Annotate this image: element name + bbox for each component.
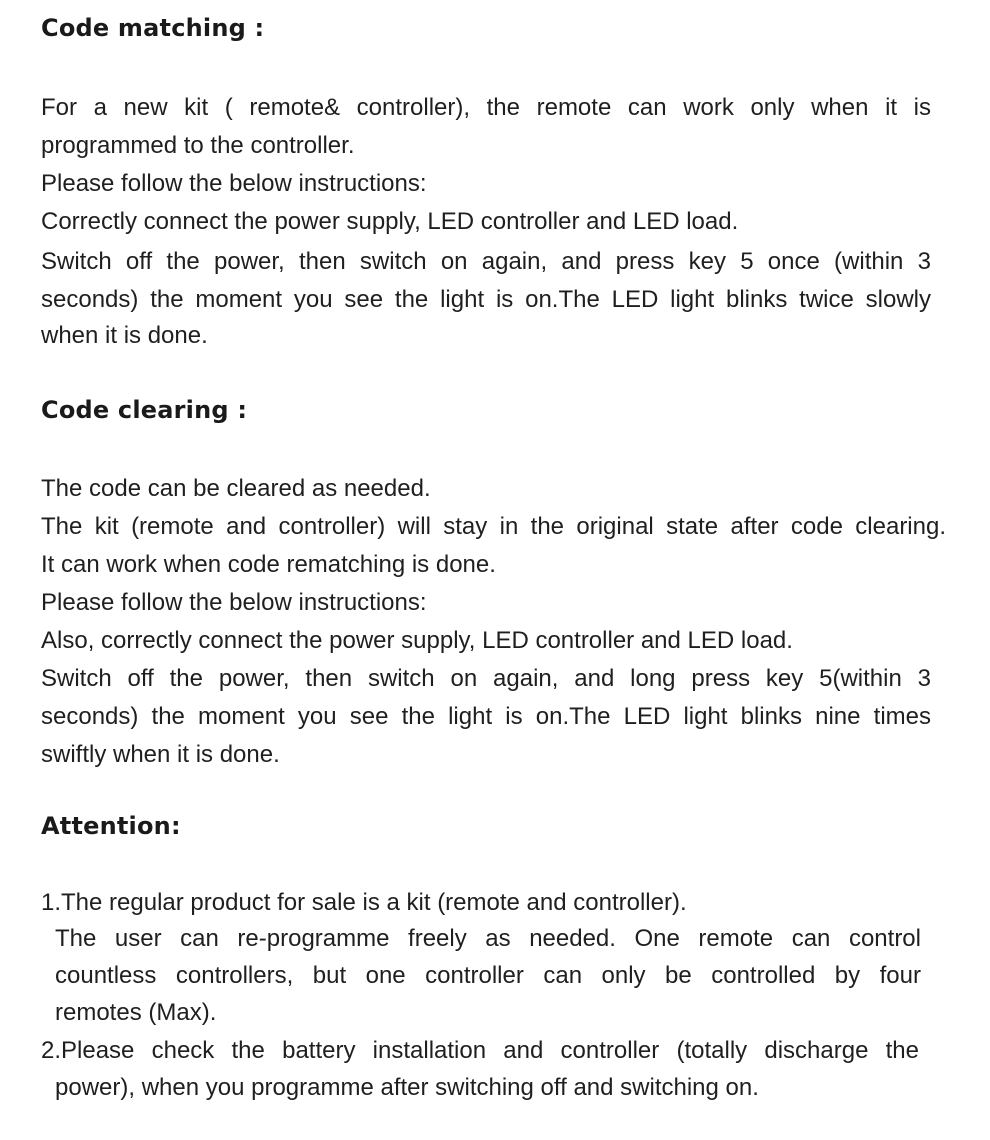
attention-line-2: The user can re-programme freely as needed. One remote can control: [55, 925, 921, 952]
clearing-line-1: The code can be cleared as needed.: [41, 475, 431, 502]
attention-line-6: power), when you programme after switching off and switching on.: [55, 1074, 759, 1101]
clearing-line-7: seconds) the moment you see the light is on.The LED light blinks nine times: [41, 703, 931, 730]
attention-line-3: countless controllers, but one controller can only be controlled by four: [55, 962, 921, 989]
matching-line-2: programmed to the controller.: [41, 132, 355, 159]
matching-line-3: Please follow the below instructions:: [41, 170, 427, 197]
clearing-line-4: Please follow the below instructions:: [41, 589, 427, 616]
matching-line-5: Switch off the power, then switch on again, and press key 5 once (within 3: [41, 248, 931, 275]
clearing-line-2: The kit (remote and controller) will stay in the original state after code clearing.: [41, 513, 946, 540]
section-title-attention: Attention:: [41, 812, 181, 840]
clearing-line-3: It can work when code rematching is done.: [41, 551, 496, 578]
matching-line-4: Correctly connect the power supply, LED controller and LED load.: [41, 208, 739, 235]
matching-line-6: seconds) the moment you see the light is on.The LED light blinks twice slowly: [41, 286, 931, 313]
clearing-line-8: swiftly when it is done.: [41, 741, 280, 768]
matching-line-7: when it is done.: [41, 322, 208, 349]
clearing-line-5: Also, correctly connect the power supply, LED controller and LED load.: [41, 627, 793, 654]
attention-line-4: remotes (Max).: [55, 999, 217, 1026]
attention-line-5: 2.Please check the battery installation and controller (totally discharge the: [41, 1037, 919, 1064]
matching-line-1: For a new kit ( remote& controller), the remote can work only when it is: [41, 94, 931, 121]
clearing-line-6: Switch off the power, then switch on again, and long press key 5(within 3: [41, 665, 931, 692]
section-title-code-clearing: Code clearing :: [41, 396, 248, 424]
section-title-code-matching: Code matching :: [41, 14, 265, 42]
attention-line-1: 1.The regular product for sale is a kit (remote and controller).: [41, 889, 687, 916]
